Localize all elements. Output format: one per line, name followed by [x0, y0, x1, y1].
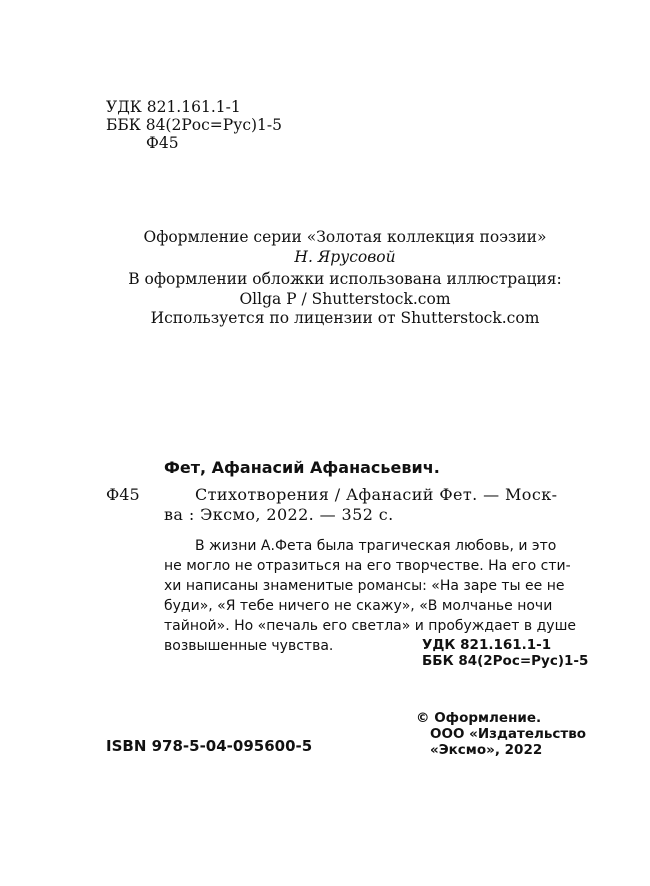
series-designer-name: Н. Ярусовой — [294, 247, 396, 266]
copyright-block — [416, 710, 586, 758]
copyright-line1: © Оформление. — [416, 710, 542, 726]
classification-codes — [106, 98, 282, 152]
cover-credit-line1: В оформлении обложки использована иллюстрация: — [128, 270, 562, 288]
annotation-line: хи написаны знаменитые романсы: «На заре ты ее не — [164, 578, 565, 594]
cover-credit-line3: Используется по лицензии от Shutterstock.com — [150, 309, 540, 327]
annotation-line: возвышенные чувства. — [164, 638, 334, 654]
bbk-code: ББК 84(2Рос=Рус)1-5 — [106, 116, 283, 134]
cover-illustration-credit — [0, 270, 650, 329]
catalog-author: Фет, Афанасий Афанасьевич. — [164, 458, 440, 477]
cover-credit-line2: Ollga P / Shutterstock.com — [239, 289, 451, 308]
series-design-text: Оформление серии «Золотая коллекция поэзии» — [143, 228, 547, 246]
annotation-line: тайной». Но «печаль его светла» и пробуждает в душе — [164, 618, 576, 634]
catalog-title-line2: ва : Эксмо, 2022. — 352 с. — [164, 505, 394, 524]
right-bbk-code: ББК 84(2Рос=Рус)1-5 — [422, 653, 589, 669]
right-classification-codes — [422, 637, 588, 669]
catalog-author-sign: Ф45 — [106, 485, 140, 504]
series-design-credit — [0, 228, 650, 267]
catalog-title-line1: Стихотворения / Афанасий Фет. — Моск- — [195, 485, 558, 504]
copyright-line3: «Эксмо», 2022 — [430, 742, 543, 758]
copyright-line2: ООО «Издательство — [430, 726, 587, 742]
catalog-title — [164, 485, 558, 525]
udk-code: УДК 821.161.1-1 — [106, 98, 241, 116]
isbn-number: ISBN 978-5-04-095600-5 — [106, 737, 313, 755]
right-udk-code: УДК 821.161.1-1 — [422, 637, 552, 653]
annotation-line: В жизни А.Фета была трагическая любовь, и это — [195, 538, 557, 554]
annotation-line: буди», «Я тебе ничего не скажу», «В молчанье ночи — [164, 598, 553, 614]
annotation-line: не могло не отразиться на его творчестве. На его сти- — [164, 558, 571, 574]
author-sign: Ф45 — [146, 134, 179, 152]
